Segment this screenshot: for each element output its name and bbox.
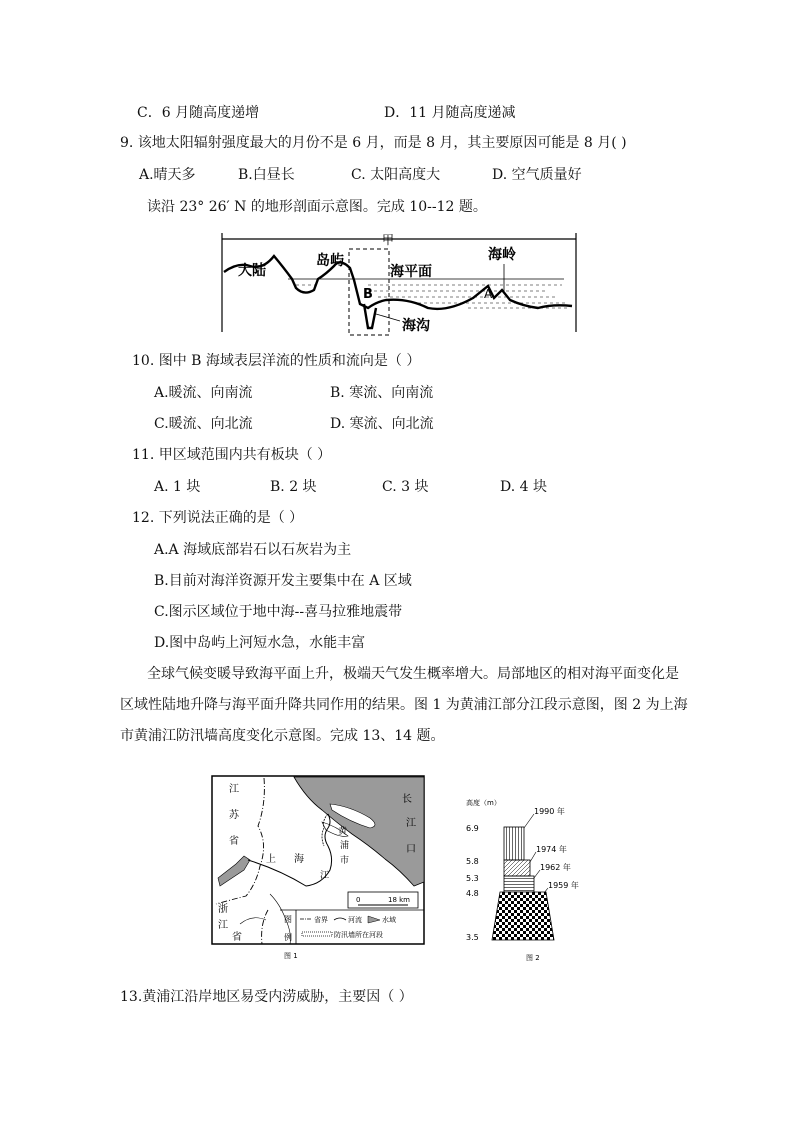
intro-profile: 读沿 23° 26′ N 的地形剖面示意图。完成 10--12 题。: [147, 199, 487, 215]
label-1990: 1990 年: [534, 807, 565, 816]
legend-border: 省界: [314, 916, 328, 924]
q11-option-b: B. 2 块: [270, 479, 317, 495]
label-zhejiang-3: 省: [232, 932, 242, 943]
flood-wall-figure: [460, 772, 610, 964]
label-sea-level: 海平面: [390, 264, 432, 280]
label-jia: 甲: [381, 233, 395, 247]
q13-stem: 13.黄浦江沿岸地区易受内涝威胁，主要因（ ）: [120, 989, 413, 1005]
q10-option-c: C.暖流、向北流: [154, 416, 253, 432]
q11-option-a: A. 1 块: [154, 479, 201, 495]
label-1962: 1962 年: [540, 863, 571, 872]
wall-segment-1962: [504, 876, 534, 892]
label-jiangsu-1: 江: [229, 784, 239, 795]
legend-li: 例: [284, 933, 292, 942]
q12-option-a: A.A 海域底部岩石以石灰岩为主: [154, 542, 352, 558]
q11-option-c: C. 3 块: [382, 479, 429, 495]
label-a: A: [484, 287, 493, 301]
label-1959: 1959 年: [548, 881, 579, 890]
q10-option-b: B. 寒流、向南流: [330, 385, 434, 401]
legend-wall: 防汛墙所在河段: [334, 931, 383, 939]
figure-2-caption: 图 2: [526, 954, 540, 962]
q9-option-b: B.白昼长: [238, 167, 295, 183]
q10-option-d: D. 寒流、向北流: [330, 416, 434, 432]
y-axis-label: 高度（m）: [466, 799, 501, 807]
wall-segment-1959: [492, 892, 554, 940]
figure-1-caption: 图 1: [284, 952, 298, 960]
label-city: 市: [340, 856, 350, 866]
label-zhejiang-2: 江: [218, 920, 228, 931]
label-ridge: 海岭: [488, 247, 516, 263]
q12-option-d: D.图中岛屿上河短水急，水能丰富: [154, 635, 366, 651]
wall-segment-1974: [504, 860, 530, 876]
q9-stem: 9. 该地太阳辐射强度最大的月份不是 6 月，而是 8 月，其主要原因可能是 8 月( ): [120, 135, 627, 151]
q8-option-c: C．6 月随高度递增: [137, 105, 260, 121]
tick-6-9: 6.9: [466, 824, 479, 833]
q8-option-d: D．11 月随高度递减: [384, 105, 516, 121]
label-estuary-1: 长: [402, 794, 412, 805]
legend-tu: 图: [284, 915, 292, 924]
label-b: B: [363, 287, 373, 302]
label-jiangsu-3: 省: [229, 836, 239, 847]
q9-option-c: C. 太阳高度大: [351, 167, 441, 183]
label-trench: 海沟: [402, 318, 430, 334]
label-island: 岛屿: [316, 253, 344, 269]
label-estuary-3: 口: [406, 844, 416, 855]
label-zhejiang-1: 浙: [218, 904, 228, 915]
q12-option-b: B.目前对海洋资源开发主要集中在 A 区域: [154, 573, 412, 589]
label-huangpu-1: 黄: [338, 827, 348, 837]
q9-option-d: D. 空气质量好: [492, 167, 582, 183]
q10-option-a: A.暖流、向南流: [154, 385, 253, 401]
label-shanghai-2: 海: [294, 854, 304, 865]
legend-water: 水域: [382, 916, 396, 924]
intro-huangpu-line2: 区域性陆地升降与海平面升降共同作用的结果。图 1 为黄浦江部分江段示意图，图 2 为上海: [120, 697, 688, 713]
label-mainland: 大陆: [238, 263, 266, 279]
scale-km: 18 km: [388, 896, 411, 904]
wall-segment-1990: [504, 827, 524, 860]
label-estuary-2: 江: [406, 818, 416, 829]
tick-3-5: 3.5: [466, 933, 479, 942]
q11-option-d: D. 4 块: [500, 479, 547, 495]
intro-huangpu-line3: 市黄浦江防汛墙高度变化示意图。完成 13、14 题。: [120, 728, 445, 744]
intro-huangpu-line1: 全球气候变暖导致海平面上升，极端天气发生概率增大。局部地区的相对海平面变化是: [147, 666, 679, 682]
label-huangpu-3: 江: [320, 871, 330, 881]
legend-river: 河流: [348, 916, 362, 924]
tick-5-3: 5.3: [466, 874, 479, 883]
huangpu-map-figure: [210, 774, 428, 964]
label-1974: 1974 年: [536, 845, 567, 854]
label-shanghai-1: 上: [266, 854, 276, 865]
terrain-profile-figure: [218, 228, 580, 338]
label-jiangsu-2: 苏: [229, 810, 239, 821]
q12-option-c: C.图示区域位于地中海--喜马拉雅地震带: [154, 604, 403, 620]
q9-option-a: A.晴天多: [139, 167, 196, 183]
scale-zero: 0: [356, 896, 361, 904]
tick-5-8: 5.8: [466, 857, 479, 866]
tick-4-8: 4.8: [466, 889, 479, 898]
label-huangpu-2: 浦: [340, 841, 350, 851]
q11-stem: 11. 甲区域范围内共有板块（ ）: [132, 447, 332, 463]
q12-stem: 12. 下列说法正确的是（ ）: [132, 510, 304, 526]
q10-stem: 10. 图中 B 海域表层洋流的性质和流向是（ ）: [132, 353, 421, 369]
